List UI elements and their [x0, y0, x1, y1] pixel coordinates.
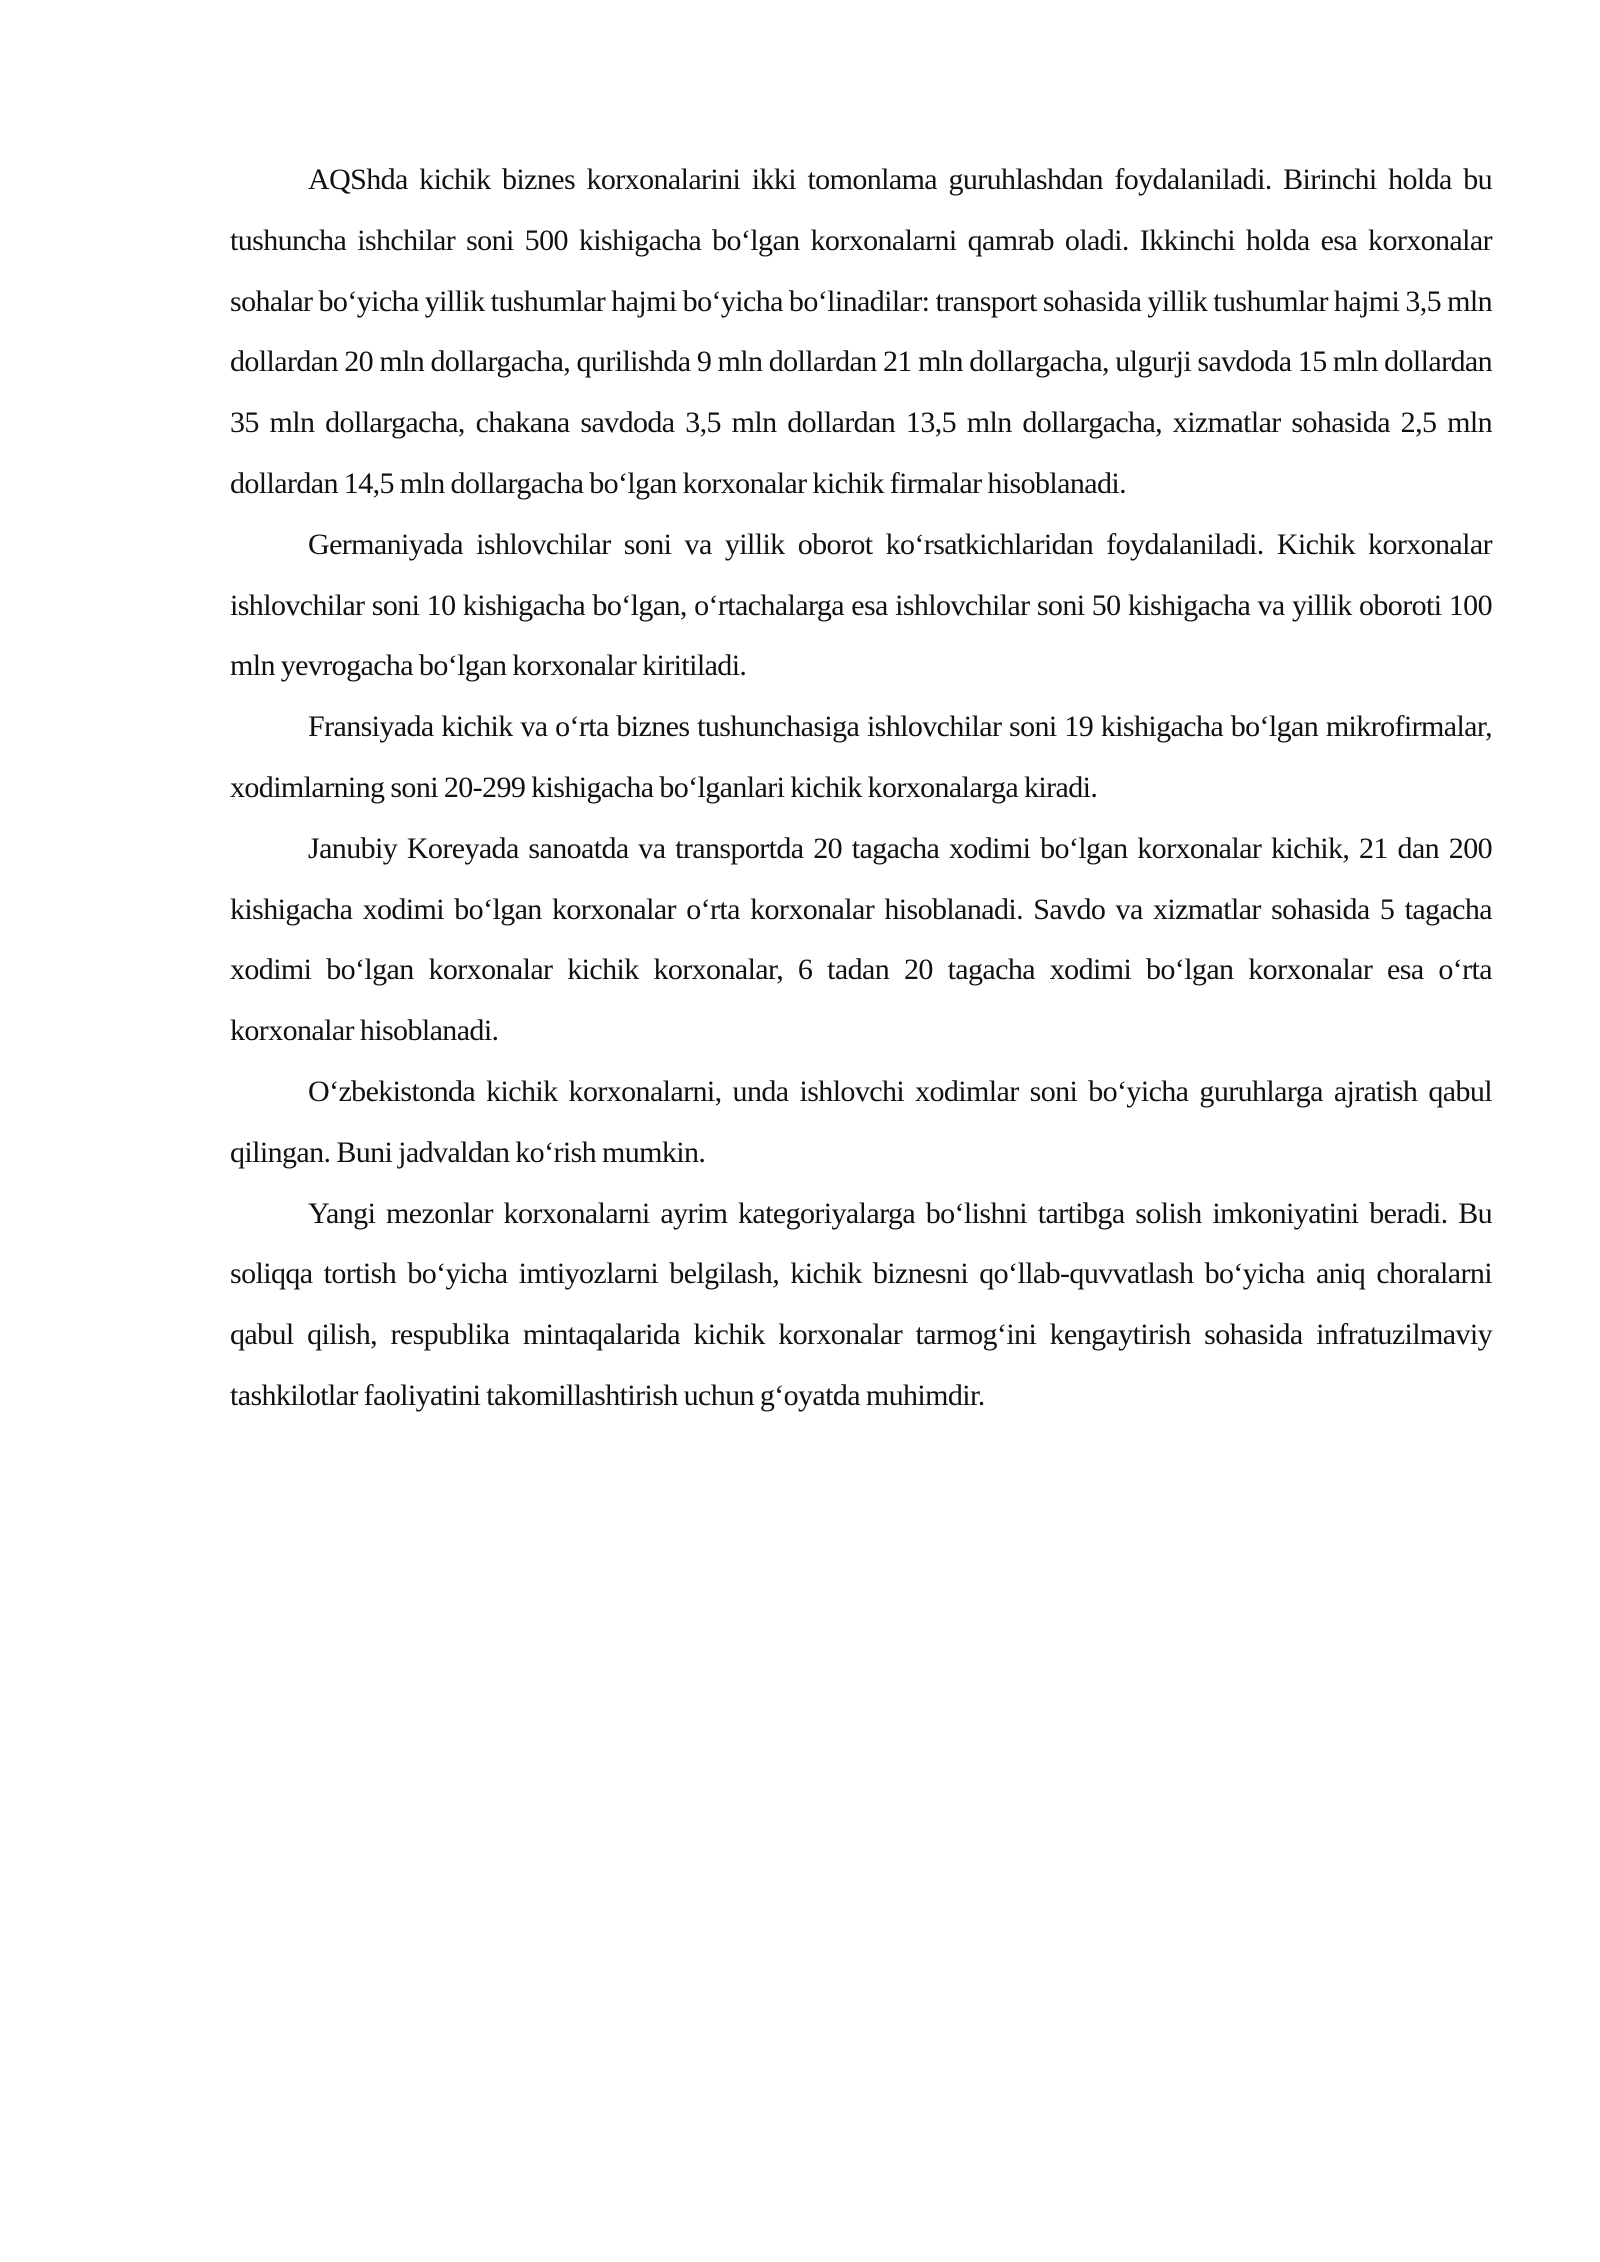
paragraph-usa: AQShda kichik biznes korxonalarini ikki tomonlama guruhlashdan foydalaniladi. Birinchi holda bu tushuncha ishchilar soni 500 kishigacha bo‘lgan korxonalarni qamrab oladi. Ikkinchi holda esa korxonalar sohalar bo‘yicha yillik tushumlar hajmi bo‘yicha bo‘linadilar: transport sohasida yillik tushumlar hajmi 3,5 mln dollardan 20 mln dollargacha, qurilishda 9 mln dollardan 21 mln dollargacha, ulgurji savdoda 15 mln dollardan 35 mln dollargacha, chakana savdoda 3,5 mln dollardan 13,5 mln dollargacha, xizmatlar sohasida 2,5 mln dollardan 14,5 mln dollargacha bo‘lgan korxonalar kichik firmalar hisoblanadi. — [230, 163, 1492, 500]
paragraph-france: Fransiyada kichik va o‘rta biznes tushunchasiga ishlovchilar soni 19 kishigacha bo‘lgan mikrofirmalar, xodimlarning soni 20-299 kishigacha bo‘lganlari kichik korxonalarga kiradi. — [230, 710, 1492, 804]
paragraph-uzbekistan: O‘zbekistonda kichik korxonalarni, unda ishlovchi xodimlar soni bo‘yicha guruhlarga ajratish qabul qilingan. Buni jadvaldan ko‘rish mumkin. — [230, 1074, 1492, 1169]
paragraph-new-criteria: Yangi mezonlar korxonalarni ayrim kategoriyalarga bo‘lishni tartibga solish imkoniyatini beradi. Bu soliqqa tortish bo‘yicha imtiyozlarni belgilash, kichik biznesni qo‘llab-quvvatlash bo‘yicha aniq choralarni qabul qilish, respublika mintaqalarida kichik korxonalar tarmog‘ini kengaytirish sohasida infratuzilmaviy tashkilotlar faoliyatini takomillashtirish uchun g‘oyatda muhimdir. — [230, 1196, 1492, 1412]
document-body — [230, 150, 1492, 1427]
paragraph-south-korea: Janubiy Koreyada sanoatda va transportda 20 tagacha xodimi bo‘lgan korxonalar kichik, 21 dan 200 kishigacha xodimi bo‘lgan korxonalar o‘rta korxonalar hisoblanadi. Savdo va xizmatlar sohasida 5 tagacha xodimi bo‘lgan korxonalar kichik korxonalar, 6 tadan 20 tagacha xodimi bo‘lgan korxonalar esa o‘rta korxonalar hisoblanadi. — [230, 831, 1492, 1048]
paragraph-germany: Germaniyada ishlovchilar soni va yillik oborot ko‘rsatkichlaridan foydalaniladi. Kichik korxonalar ishlovchilar soni 10 kishigacha bo‘lgan, o‘rtachalarga esa ishlovchilar soni 50 kishigacha va yillik oboroti 100 mln yevrogacha bo‘lgan korxonalar kiritiladi. — [230, 527, 1492, 683]
